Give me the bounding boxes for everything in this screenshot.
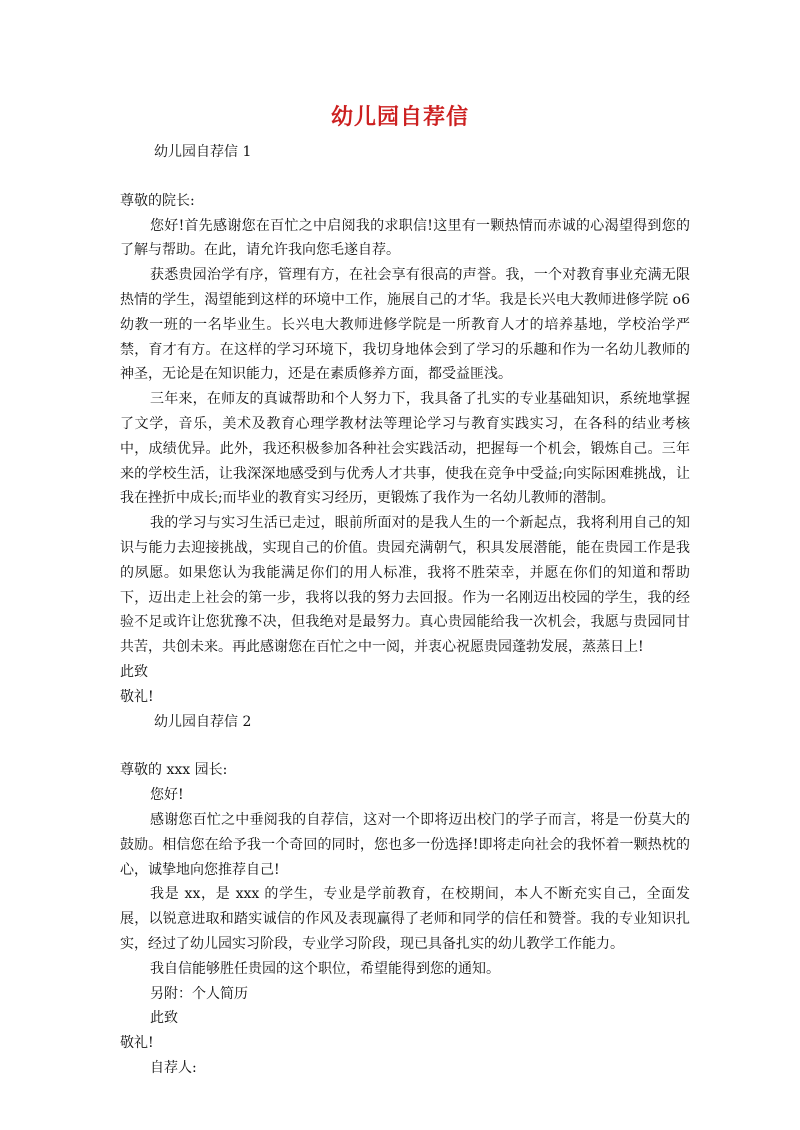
letter1-paragraph-4: 我的学习与实习生活已走过，眼前所面对的是我人生的一个新起点，我将利用自己的知识与能力去迎接挑战，实现自己的价值。贵园充满朝气，积具发展潜能，能在贵园工作是我的夙愿。如果您认为我能满足你们的用人标准，我将不胜荣幸，并愿在你们的知道和帮助下，迈出走上社会的第一步，我将以我的努力去回报。作为一名刚迈出校园的学生，我的经验不足或许让您犹豫不决，但我绝对是最努力。真心贵园能给我一次机会，我愿与贵园同甘共苦，共创未来。再此感谢您在百忙之中一阅，并衷心祝愿贵园蓬勃发展，蒸蒸日上! xyxy=(120,515,690,656)
letter2-heading: 幼儿园自荐信 2 xyxy=(154,713,252,730)
document-title: 幼儿园自荐信 xyxy=(330,104,469,130)
letter2-closing-1: 此致 xyxy=(150,1010,178,1027)
letter2-paragraph-1: 感谢您百忙之中垂阅我的自荐信，这对一个即将迈出校门的学子而言，将是一份莫大的鼓励。相信您在给予我一个奇回的同时，您也多一份选择!即将走向社会的我怀着一颗热枕的心，诚挚地向您推荐自己! xyxy=(120,811,690,878)
document-body xyxy=(120,140,690,1081)
letter2-greeting: 您好! xyxy=(150,787,184,804)
spacer xyxy=(120,165,690,189)
letter1-closing-1: 此致 xyxy=(120,663,148,680)
letter1-salutation: 尊敬的院长: xyxy=(120,192,195,209)
spacer xyxy=(120,734,690,758)
letter1-paragraph-2: 获悉贵园治学有序，管理有方，在社会享有很高的声誉。我，一个对教育事业充满无限热情的学生，渴望能到这样的环境中工作，施展自己的才华。我是长兴电大教师进修学院 o6 幼教一班的一名毕业生。长兴电大教师进修学院是一所教育人才的培养基地，学校治学严禁，育才有方。在这样的学习环境下，我切身地体会到了学习的乐趣和作为一名幼儿教师的神圣，无论是在知识能力，还是在素质修养方面，都受益匪浅。 xyxy=(120,267,690,383)
letter1-heading: 幼儿园自荐信 1 xyxy=(154,144,252,160)
letter2-paragraph-3: 我自信能够胜任贵园的这个职位，希望能得到您的通知。 xyxy=(150,960,500,977)
letter2-attachment: 另附：个人简历 xyxy=(150,985,248,1002)
letter1-paragraph-3: 三年来，在师友的真诚帮助和个人努力下，我具备了扎实的专业基础知识，系统地掌握了文学，音乐，美术及教育心理学教材法等理论学习与教育实践实习，在各科的结业考核中，成绩优异。此外，我还积极参加各种社会实践活动，把握每一个机会，锻炼自己。三年来的学校生活，让我深深地感受到与优秀人才共事，使我在竞争中受益;向实际困难挑战，让我在挫折中成长;而毕业的教育实习经历，更锻炼了我作为一名幼儿教师的潜制。 xyxy=(120,391,690,507)
letter2-salutation: 尊敬的 xxx 园长: xyxy=(120,762,228,779)
letter2-signature: 自荐人: xyxy=(150,1059,197,1076)
letter2-closing-2: 敬礼! xyxy=(120,1035,154,1052)
letter2-paragraph-2: 我是 xx，是 xxx 的学生，专业是学前教育，在校期间，本人不断充实自己，全面发展，以锐意进取和踏实诚信的作风及表现赢得了老师和同学的信任和赞誉。我的专业知识扎实，经过了幼儿园实习阶段，专业学习阶段，现已具备扎实的幼儿教学工作能力。 xyxy=(120,886,690,952)
letter1-paragraph-1: 您好!首先感谢您在百忙之中启阅我的求职信!这里有一颗热情而赤诚的心渴望得到您的了解与帮助。在此，请允许我向您毛遂自荐。 xyxy=(120,217,690,259)
letter1-closing-2: 敬礼! xyxy=(120,688,154,705)
